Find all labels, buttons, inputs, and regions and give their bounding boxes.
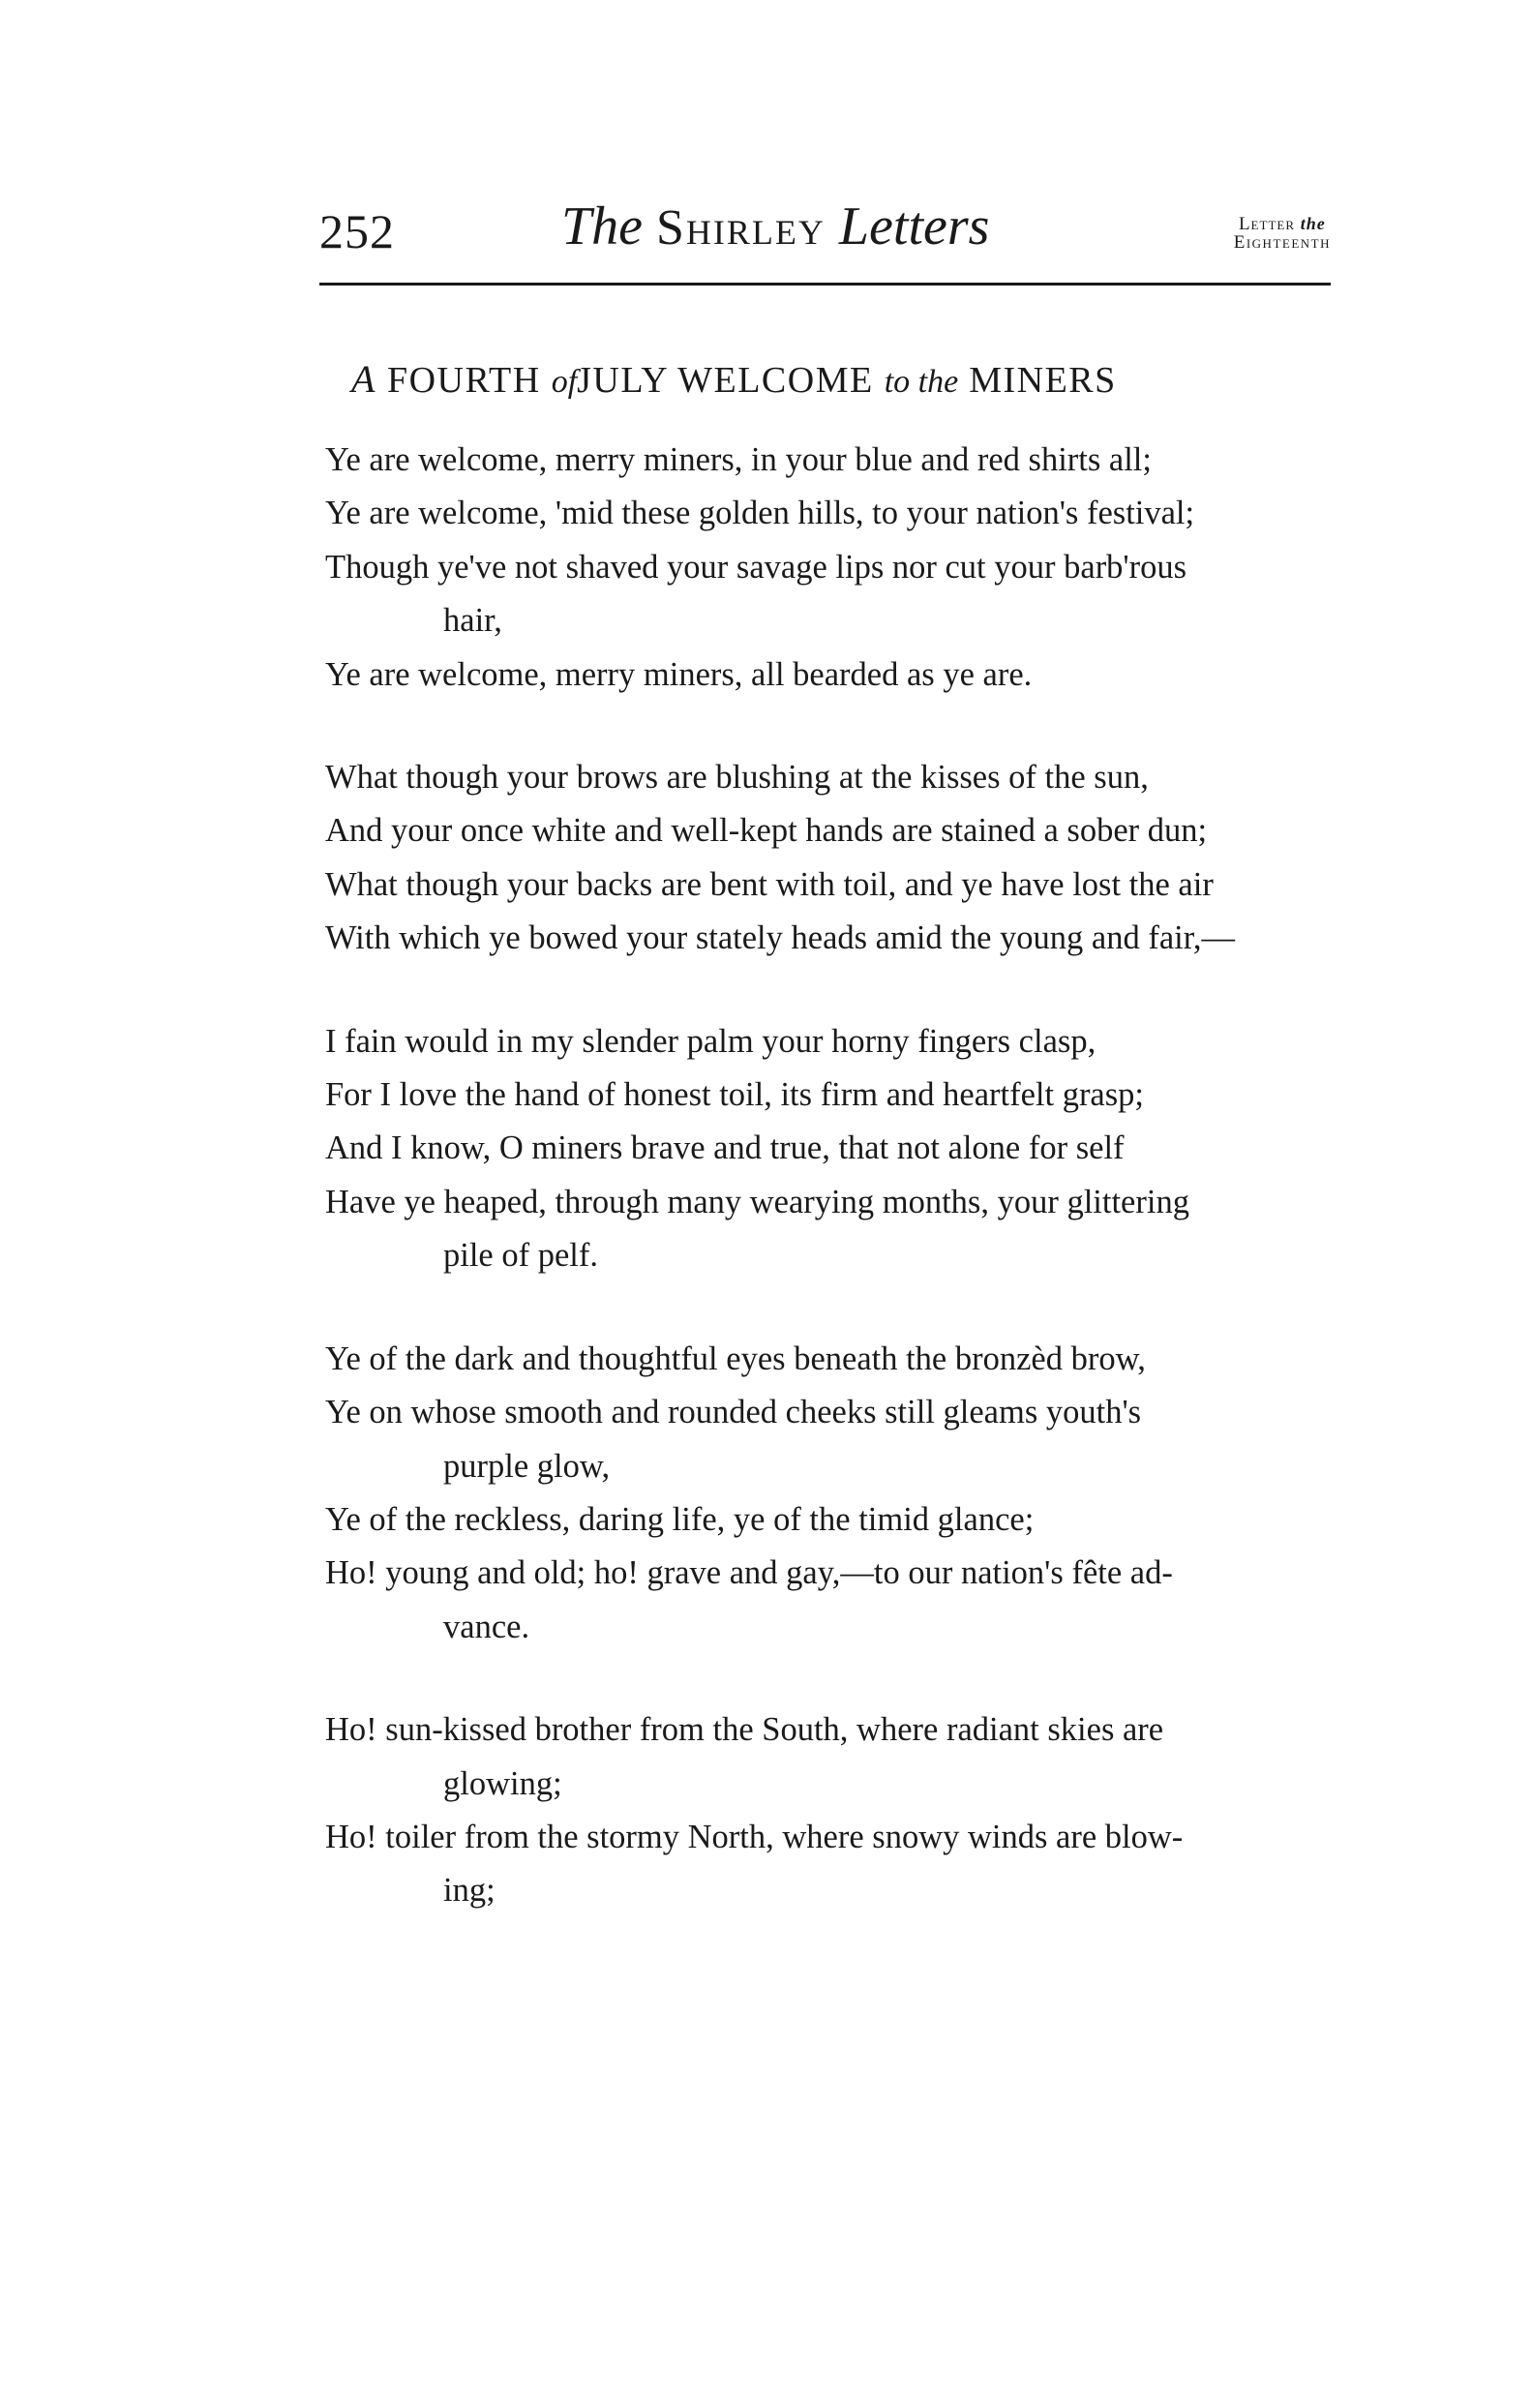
poem-title-miners: MINERS (969, 360, 1117, 401)
page-number: 252 (319, 204, 395, 258)
letter-label-word: Letter (1238, 214, 1295, 234)
verse-line: What though your brows are blushing at the kisses of the sun, (325, 759, 1149, 797)
poem-title-july-welcome: JULY WELCOME (577, 360, 874, 401)
verse-line: Though ye've not shaved your savage lips nor cut your barb'rous (325, 548, 1187, 586)
running-title-shirley: Shirley (656, 200, 826, 256)
stanza (325, 1333, 1332, 1654)
letter-label-the: the (1300, 214, 1326, 233)
poem-title-of: of (551, 364, 578, 400)
letter-label-number: Eighteenth (1233, 232, 1331, 253)
verse-line: Ho! sun-kissed brother from the South, where radiant skies are (325, 1711, 1164, 1749)
letter-label-line-1 (1234, 215, 1331, 233)
stanza (325, 434, 1332, 702)
verse-line: What though your backs are bent with toil, and ye have lost the air (325, 865, 1214, 903)
stanza (325, 751, 1332, 966)
verse-line: With which ye bowed your stately heads amid the young and fair,— (325, 919, 1235, 957)
running-title (561, 196, 989, 257)
verse-line-continuation: ing; (443, 1872, 496, 1910)
verse-line: And your once white and well-kept hands are stained a sober dun; (325, 812, 1208, 850)
verse-line: Ye on whose smooth and rounded cheeks still gleams youth's (325, 1394, 1142, 1431)
verse-line-continuation: hair, (443, 602, 502, 640)
verse-line: Ho! toiler from the stormy North, where snowy winds are blow- (325, 1818, 1184, 1855)
running-title-the: The (561, 196, 643, 256)
poem-body (325, 434, 1332, 1968)
running-title-letters: Letters (838, 196, 990, 256)
verse-line-continuation: vance. (443, 1608, 530, 1645)
letter-label (1234, 215, 1331, 252)
verse-line: Ye of the reckless, daring life, ye of the timid glance; (325, 1500, 1035, 1538)
poem-title-a: A (351, 357, 376, 401)
poem-title (351, 356, 1117, 402)
verse-line: I fain would in my slender palm your horny fingers clasp, (325, 1022, 1096, 1060)
poem-title-fourth: FOURTH (386, 360, 541, 401)
verse-line-continuation: glowing; (443, 1764, 562, 1802)
header-rule (319, 283, 1331, 286)
verse-line-continuation: purple glow, (443, 1447, 611, 1485)
verse-line: Ho! young and old; ho! grave and gay,—to our nation's fête ad- (325, 1554, 1173, 1592)
verse-line: For I love the hand of honest toil, its firm and heartfelt grasp; (325, 1076, 1145, 1114)
verse-line: And I know, O miners brave and true, that not alone for self (325, 1129, 1125, 1167)
verse-line: Ye are welcome, merry miners, all bearded as ye are. (325, 655, 1033, 693)
verse-line: Ye are welcome, 'mid these golden hills, to your nation's festival; (325, 495, 1195, 532)
poem-title-to-the: to the (884, 364, 959, 400)
verse-line-continuation: pile of pelf. (443, 1237, 598, 1275)
verse-line: Ye of the dark and thoughtful eyes beneath the bronzèd brow, (325, 1339, 1146, 1377)
verse-line: Ye are welcome, merry miners, in your blue and red shirts all; (325, 441, 1152, 478)
stanza (325, 1703, 1332, 1918)
stanza (325, 1015, 1332, 1283)
running-header (319, 194, 1331, 286)
verse-line: Have ye heaped, through many wearying months, your glittering (325, 1183, 1189, 1220)
